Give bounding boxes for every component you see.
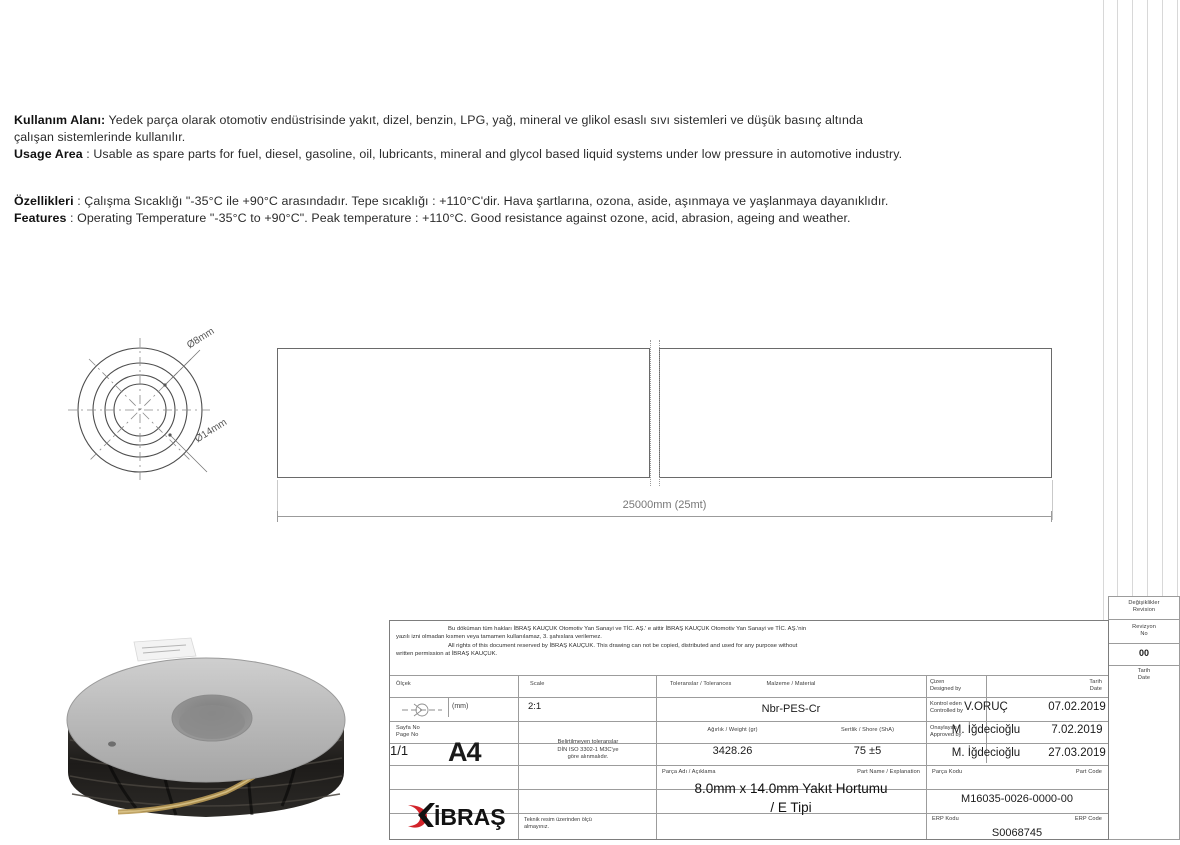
features-en-label: Features [14,211,67,225]
tolerance-note-line2: DİN ISO 3302-1 M3C'ye [557,746,619,753]
tolerance-note-line3: göre alınmalıdır. [567,754,609,761]
approved-date: 27.03.2019 [1048,747,1106,759]
partcode-label-tr: Parça Kodu [932,769,963,775]
designed-date: 07.02.2019 [1048,701,1106,713]
date-label-en: Date [1089,686,1102,692]
revision-date-label-tr: Tarih [1137,668,1151,674]
features-en-text: : Operating Temperature "-35°C to +90°C". Peak temperature : +110°C. Good resistance against ozone, acid, abrasion, ageing and weather. [66,211,851,225]
usage-area-en [14,146,1084,163]
revision-header-tr: Değişiklikler [1128,600,1160,606]
erpcode-label-en: ERP Code [1074,816,1102,822]
features-en [14,210,1084,227]
erpcode-label-tr: ERP Kodu [932,816,959,822]
scale-label-tr: Ölçek [396,681,411,687]
features-tr-text: : Çalışma Sıcaklığı "-35°C ile +90°C arasındadır. Tepe sıcaklığı : +110°C'dir. Hava şartlarına, ozona, aside, aşınmaya ve yaşlanmaya dayanıklıdır. [73,194,889,208]
inner-diameter-callout: Ø8mm [185,325,217,352]
partname-label-tr: Parça Adı / Açıklama [662,769,716,775]
revision-date-label [1109,668,1179,682]
controlled-label-en: Controlled by [930,708,963,714]
usage-area-tr-cont: çalışan sistemlerinde kullanılır. [14,130,186,144]
page-label-tr: Sayfa No [396,725,420,731]
fabrication-note-line1: Teknik resim üzerinden ölçü [524,817,592,823]
page-label-en: Page No [396,732,419,738]
copyright-tr-2: yazılı izni olmadan kısmen veya tamamen kullanılamaz, 3. şahıslara verilemez. [396,634,602,641]
usage-area-en-label: Usage Area [14,147,83,161]
part-name [656,779,926,817]
paper-size: A4 [448,737,481,767]
copyright-notice [396,625,1102,659]
hose-segment-right [659,348,1052,478]
projection-symbol [400,701,444,719]
title-block [389,620,1109,840]
weight-value: 3428.26 [712,745,753,757]
usage-area-tr-text: Yedek parça olarak otomotiv endüstrisinde yakıt, dizel, benzin, LPG, yağ, mineral ve glikol esaslı sıvı sistemleri ve düşük basınç altında [105,113,863,127]
hose-side-view [277,348,1052,478]
part-code: M16035-0026-0000-00 [961,793,1073,805]
fabrication-note-line2: almayınız. [524,824,550,831]
break-line-right [659,340,660,486]
usage-area-tr [14,112,1084,129]
fabrication-note [524,817,650,832]
specification-notes [14,112,1084,227]
revision-header-en: Revision [1132,607,1156,613]
hose-segment-left [277,348,650,478]
tolerances-label: Toleranslar / Tolerances [670,681,732,687]
cross-section-view [66,332,236,492]
approved-label-en: Approved by [930,732,962,738]
controlled-label-tr: Kontrol eden [930,701,962,707]
designed-label-tr: Çizen [930,679,945,685]
hose-spool-photo [56,612,356,840]
features-tr [14,193,1084,210]
revision-no-label-en: No [1140,631,1148,637]
outer-diameter-callout: Ø14mm [193,416,230,446]
copyright-en-1: All rights of this document reserved by İBRAŞ KAUÇUK. This drawing can not be copied, distributed and used for any purpose without [448,642,798,649]
usage-area-tr-label: Kullanım Alanı: [14,113,106,127]
approved-name: M. İğdecioğlu [951,747,1021,759]
revision-block [1108,596,1180,840]
controlled-date: 7.02.2019 [1051,724,1103,736]
approved-label-tr: Onaylayan [930,725,957,731]
weight-label: Ağırlık / Weight (gr) [707,727,758,733]
partcode-label-en: Part Code [1075,769,1102,775]
copyright-tr-1: Bu döküman tüm hakları İBRAŞ KAUÇUK Otomotiv Yan Sanayi ve TİC. AŞ.' e aittir İBRAŞ KAUÇUK Otomotiv Yan Sanayi ve TİC. AŞ.'nin [448,626,807,632]
controlled-name: M. İğdecioğlu [951,724,1021,736]
copyright-en-2: written permission at İBRAŞ KAUÇUK. [396,651,498,658]
revision-date-label-en: Date [1137,675,1151,681]
page-value: 1/1 [390,743,409,758]
part-name-line2: / E Tipi [770,800,812,815]
unit-label: (mm) [452,703,469,710]
revision-no-label-tr: Revizyon [1132,624,1156,630]
tolerance-note-line1: Belirtilmeyen toleranslar [557,739,619,745]
revision-header [1109,600,1179,614]
scale-label-en: Scale [530,681,545,687]
date-label [990,679,1102,693]
erp-code: S0068745 [991,827,1043,839]
revision-no-label [1109,624,1179,638]
shore-label: Sertlik / Shore (ShA) [840,727,895,733]
extension-line-right [1052,480,1053,520]
designed-name: V.ORUÇ [964,701,1008,713]
break-line-left [650,340,651,486]
material-value: Nbr-PES-Cr [761,703,821,715]
length-dimension-label: 25000mm (25mt) [622,499,707,511]
tolerance-note [522,739,654,762]
logo-wordmark: İBRAŞ [434,804,506,830]
ibras-logo [404,799,516,831]
designed-label-en: Designed by [930,686,962,692]
part-name-line1: 8.0mm x 14.0mm Yakıt Hortumu [694,781,888,796]
length-dimension-line [277,499,1052,517]
scale-value: 2:1 [528,701,542,712]
material-label: Malzeme / Material [766,681,816,687]
designed-label [930,679,986,693]
shore-value: 75 ±5 [853,745,882,757]
features-tr-label: Özellikleri [14,194,74,208]
usage-area-en-text: : Usable as spare parts for fuel, diesel, gasoline, oil, lubricants, mineral and glycol based liquid systems under low pressure in automotive industry. [82,147,903,161]
partname-label-en: Part Name / Explanation [857,769,920,775]
date-label-tr: Tarih [1089,679,1102,685]
revision-no-value: 00 [1138,648,1149,658]
